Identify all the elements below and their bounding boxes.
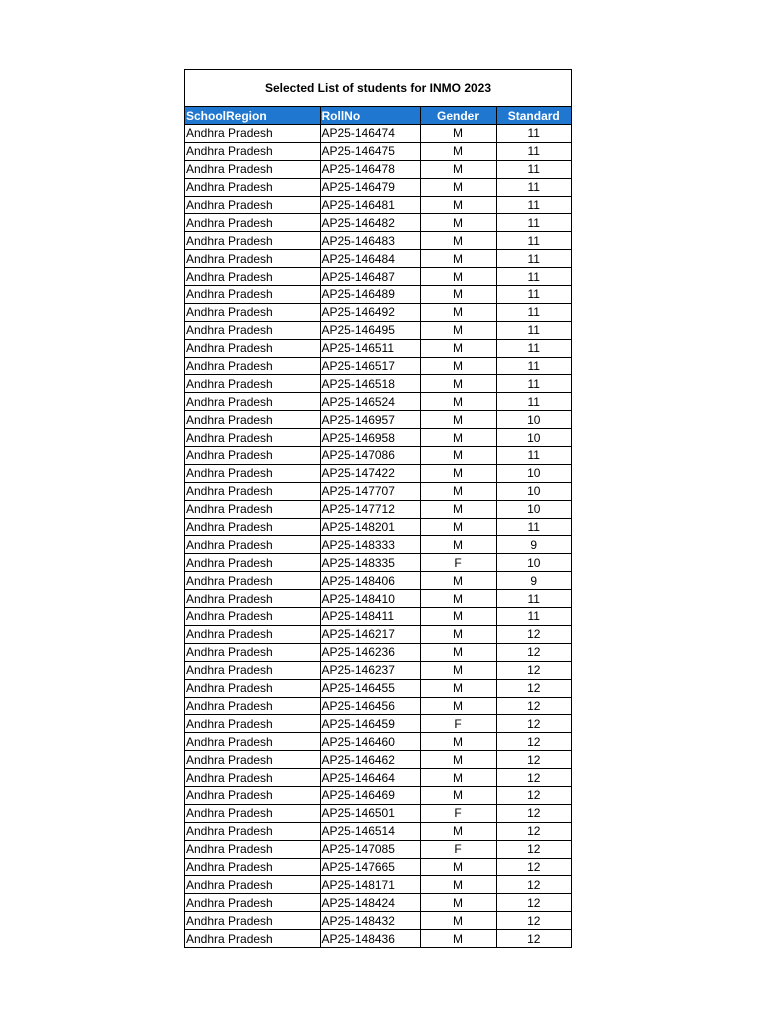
gender-cell: M [420,876,496,894]
roll-no-cell: AP25-146482 [320,214,420,232]
school-region-cell: Andhra Pradesh [185,930,320,947]
roll-no-cell: AP25-146217 [320,625,420,643]
gender-cell: M [420,697,496,715]
school-region-cell: Andhra Pradesh [185,142,320,160]
school-region-cell: Andhra Pradesh [185,894,320,912]
table-row [185,930,571,947]
school-region-cell: Andhra Pradesh [185,804,320,822]
roll-no-cell: AP25-148406 [320,572,420,590]
gender-cell: M [420,429,496,447]
roll-no-cell: AP25-146484 [320,250,420,268]
school-region-cell: Andhra Pradesh [185,447,320,465]
standard-cell: 12 [496,679,571,697]
school-region-cell: Andhra Pradesh [185,858,320,876]
standard-cell: 12 [496,822,571,840]
gender-cell: F [420,804,496,822]
table-row [185,178,571,196]
table-row [185,321,571,339]
table-row [185,303,571,321]
gender-cell: M [420,357,496,375]
roll-no-cell: AP25-146483 [320,232,420,250]
school-region-cell: Andhra Pradesh [185,286,320,304]
table-row [185,554,571,572]
gender-cell: M [420,482,496,500]
gender-cell: M [420,232,496,250]
table-row [185,715,571,733]
roll-no-cell: AP25-147085 [320,840,420,858]
roll-no-cell: AP25-146474 [320,125,420,143]
gender-cell: M [420,464,496,482]
gender-cell: M [420,590,496,608]
standard-cell: 12 [496,733,571,751]
gender-cell: M [420,643,496,661]
school-region-cell: Andhra Pradesh [185,464,320,482]
gender-cell: F [420,715,496,733]
gender-cell: M [420,608,496,626]
gender-cell: F [420,554,496,572]
roll-no-cell: AP25-148424 [320,894,420,912]
roll-no-cell: AP25-146957 [320,411,420,429]
school-region-cell: Andhra Pradesh [185,429,320,447]
roll-no-cell: AP25-148201 [320,518,420,536]
table-row [185,804,571,822]
roll-no-cell: AP25-148335 [320,554,420,572]
table-row [185,125,571,143]
table-row [185,858,571,876]
standard-cell: 11 [496,268,571,286]
school-region-cell: Andhra Pradesh [185,554,320,572]
standard-cell: 12 [496,858,571,876]
school-region-cell: Andhra Pradesh [185,625,320,643]
school-region-cell: Andhra Pradesh [185,125,320,143]
gender-cell: M [420,250,496,268]
table-row [185,822,571,840]
table-row [185,786,571,804]
roll-no-cell: AP25-146456 [320,697,420,715]
table-body [185,125,571,947]
roll-no-cell: AP25-146524 [320,393,420,411]
standard-cell: 11 [496,518,571,536]
roll-no-cell: AP25-146514 [320,822,420,840]
gender-cell: M [420,625,496,643]
table-row [185,536,571,554]
roll-no-cell: AP25-146489 [320,286,420,304]
gender-cell: M [420,214,496,232]
standard-cell: 11 [496,178,571,196]
table-row [185,769,571,787]
standard-cell: 11 [496,339,571,357]
column-header-roll-no: RollNo [320,107,420,125]
table-row [185,357,571,375]
school-region-cell: Andhra Pradesh [185,375,320,393]
standard-cell: 12 [496,912,571,930]
gender-cell: M [420,858,496,876]
gender-cell: M [420,822,496,840]
standard-cell: 11 [496,196,571,214]
table-row [185,447,571,465]
roll-no-cell: AP25-147712 [320,500,420,518]
table-row [185,679,571,697]
school-region-cell: Andhra Pradesh [185,590,320,608]
table-row [185,876,571,894]
table-row [185,464,571,482]
gender-cell: M [420,536,496,554]
table-row [185,733,571,751]
gender-cell: M [420,500,496,518]
table-row [185,518,571,536]
table-row [185,429,571,447]
standard-cell: 11 [496,286,571,304]
standard-cell: 11 [496,375,571,393]
school-region-cell: Andhra Pradesh [185,679,320,697]
school-region-cell: Andhra Pradesh [185,786,320,804]
table-row [185,268,571,286]
roll-no-cell: AP25-146495 [320,321,420,339]
standard-cell: 12 [496,625,571,643]
roll-no-cell: AP25-148411 [320,608,420,626]
gender-cell: M [420,661,496,679]
school-region-cell: Andhra Pradesh [185,769,320,787]
roll-no-cell: AP25-146481 [320,196,420,214]
roll-no-cell: AP25-147422 [320,464,420,482]
standard-cell: 11 [496,232,571,250]
school-region-cell: Andhra Pradesh [185,232,320,250]
roll-no-cell: AP25-146459 [320,715,420,733]
roll-no-cell: AP25-146475 [320,142,420,160]
school-region-cell: Andhra Pradesh [185,715,320,733]
gender-cell: M [420,912,496,930]
standard-cell: 12 [496,876,571,894]
school-region-cell: Andhra Pradesh [185,178,320,196]
roll-no-cell: AP25-147086 [320,447,420,465]
table-row [185,572,571,590]
school-region-cell: Andhra Pradesh [185,876,320,894]
school-region-cell: Andhra Pradesh [185,321,320,339]
standard-cell: 11 [496,393,571,411]
standard-cell: 12 [496,769,571,787]
school-region-cell: Andhra Pradesh [185,661,320,679]
standard-cell: 12 [496,643,571,661]
standard-cell: 12 [496,894,571,912]
table-row [185,142,571,160]
roll-no-cell: AP25-146462 [320,751,420,769]
gender-cell: M [420,733,496,751]
school-region-cell: Andhra Pradesh [185,822,320,840]
table-row [185,500,571,518]
gender-cell: M [420,447,496,465]
standard-cell: 12 [496,840,571,858]
school-region-cell: Andhra Pradesh [185,268,320,286]
school-region-cell: Andhra Pradesh [185,500,320,518]
roll-no-cell: AP25-148410 [320,590,420,608]
table-row [185,840,571,858]
standard-cell: 11 [496,321,571,339]
gender-cell: M [420,894,496,912]
school-region-cell: Andhra Pradesh [185,912,320,930]
students-table [185,107,571,947]
standard-cell: 12 [496,715,571,733]
roll-no-cell: AP25-148333 [320,536,420,554]
standard-cell: 10 [496,500,571,518]
table-row [185,214,571,232]
gender-cell: M [420,930,496,947]
table-row [185,196,571,214]
gender-cell: M [420,679,496,697]
gender-cell: F [420,840,496,858]
gender-cell: M [420,786,496,804]
column-header-standard: Standard [496,107,571,125]
roll-no-cell: AP25-146492 [320,303,420,321]
school-region-cell: Andhra Pradesh [185,751,320,769]
school-region-cell: Andhra Pradesh [185,840,320,858]
standard-cell: 12 [496,786,571,804]
standard-cell: 9 [496,536,571,554]
roll-no-cell: AP25-146479 [320,178,420,196]
roll-no-cell: AP25-146237 [320,661,420,679]
standard-cell: 10 [496,554,571,572]
roll-no-cell: AP25-146236 [320,643,420,661]
standard-cell: 10 [496,411,571,429]
table-row [185,160,571,178]
gender-cell: M [420,751,496,769]
table-row [185,482,571,500]
table-row [185,393,571,411]
school-region-cell: Andhra Pradesh [185,214,320,232]
table-row [185,286,571,304]
standard-cell: 11 [496,214,571,232]
school-region-cell: Andhra Pradesh [185,303,320,321]
gender-cell: M [420,196,496,214]
standard-cell: 11 [496,250,571,268]
gender-cell: M [420,268,496,286]
gender-cell: M [420,339,496,357]
roll-no-cell: AP25-148436 [320,930,420,947]
roll-no-cell: AP25-146517 [320,357,420,375]
standard-cell: 11 [496,447,571,465]
gender-cell: M [420,125,496,143]
standard-cell: 9 [496,572,571,590]
school-region-cell: Andhra Pradesh [185,357,320,375]
standard-cell: 11 [496,142,571,160]
document-title: Selected List of students for INMO 2023 [185,70,571,107]
gender-cell: M [420,518,496,536]
standard-cell: 12 [496,804,571,822]
standard-cell: 12 [496,751,571,769]
school-region-cell: Andhra Pradesh [185,536,320,554]
standard-cell: 11 [496,303,571,321]
column-header-gender: Gender [420,107,496,125]
table-row [185,697,571,715]
school-region-cell: Andhra Pradesh [185,643,320,661]
school-region-cell: Andhra Pradesh [185,339,320,357]
roll-no-cell: AP25-146469 [320,786,420,804]
school-region-cell: Andhra Pradesh [185,482,320,500]
gender-cell: M [420,572,496,590]
roll-no-cell: AP25-148432 [320,912,420,930]
table-row [185,250,571,268]
table-row [185,912,571,930]
roll-no-cell: AP25-146511 [320,339,420,357]
school-region-cell: Andhra Pradesh [185,697,320,715]
school-region-cell: Andhra Pradesh [185,608,320,626]
standard-cell: 11 [496,590,571,608]
school-region-cell: Andhra Pradesh [185,160,320,178]
school-region-cell: Andhra Pradesh [185,196,320,214]
gender-cell: M [420,286,496,304]
gender-cell: M [420,393,496,411]
gender-cell: M [420,178,496,196]
table-row [185,411,571,429]
gender-cell: M [420,411,496,429]
table-row [185,894,571,912]
gender-cell: M [420,142,496,160]
standard-cell: 10 [496,429,571,447]
roll-no-cell: AP25-146518 [320,375,420,393]
roll-no-cell: AP25-147707 [320,482,420,500]
roll-no-cell: AP25-147665 [320,858,420,876]
school-region-cell: Andhra Pradesh [185,572,320,590]
school-region-cell: Andhra Pradesh [185,733,320,751]
gender-cell: M [420,160,496,178]
table-row [185,339,571,357]
table-row [185,625,571,643]
table-row [185,643,571,661]
column-header-school-region: SchoolRegion [185,107,320,125]
standard-cell: 11 [496,160,571,178]
school-region-cell: Andhra Pradesh [185,393,320,411]
school-region-cell: Andhra Pradesh [185,411,320,429]
standard-cell: 11 [496,125,571,143]
student-list-sheet [184,69,572,948]
standard-cell: 12 [527,931,541,946]
roll-no-cell: AP25-146501 [320,804,420,822]
roll-no-cell: AP25-146478 [320,160,420,178]
gender-cell: M [420,769,496,787]
standard-cell: 10 [496,482,571,500]
roll-no-cell: AP25-146487 [320,268,420,286]
roll-no-cell: AP25-146455 [320,679,420,697]
roll-no-cell: AP25-148171 [320,876,420,894]
standard-cell: 12 [496,661,571,679]
gender-cell: M [420,321,496,339]
table-header-row [185,107,571,125]
standard-cell: 11 [496,608,571,626]
standard-cell: 11 [496,357,571,375]
table-row [185,608,571,626]
school-region-cell: Andhra Pradesh [185,250,320,268]
standard-cell: 10 [496,464,571,482]
roll-no-cell: AP25-146460 [320,733,420,751]
roll-no-cell: AP25-146958 [320,429,420,447]
table-row [185,661,571,679]
table-row [185,751,571,769]
standard-cell: 12 [496,697,571,715]
roll-no-cell: AP25-146464 [320,769,420,787]
table-row [185,590,571,608]
table-row [185,375,571,393]
school-region-cell: Andhra Pradesh [185,518,320,536]
table-row [185,232,571,250]
gender-cell: M [420,375,496,393]
gender-cell: M [420,303,496,321]
